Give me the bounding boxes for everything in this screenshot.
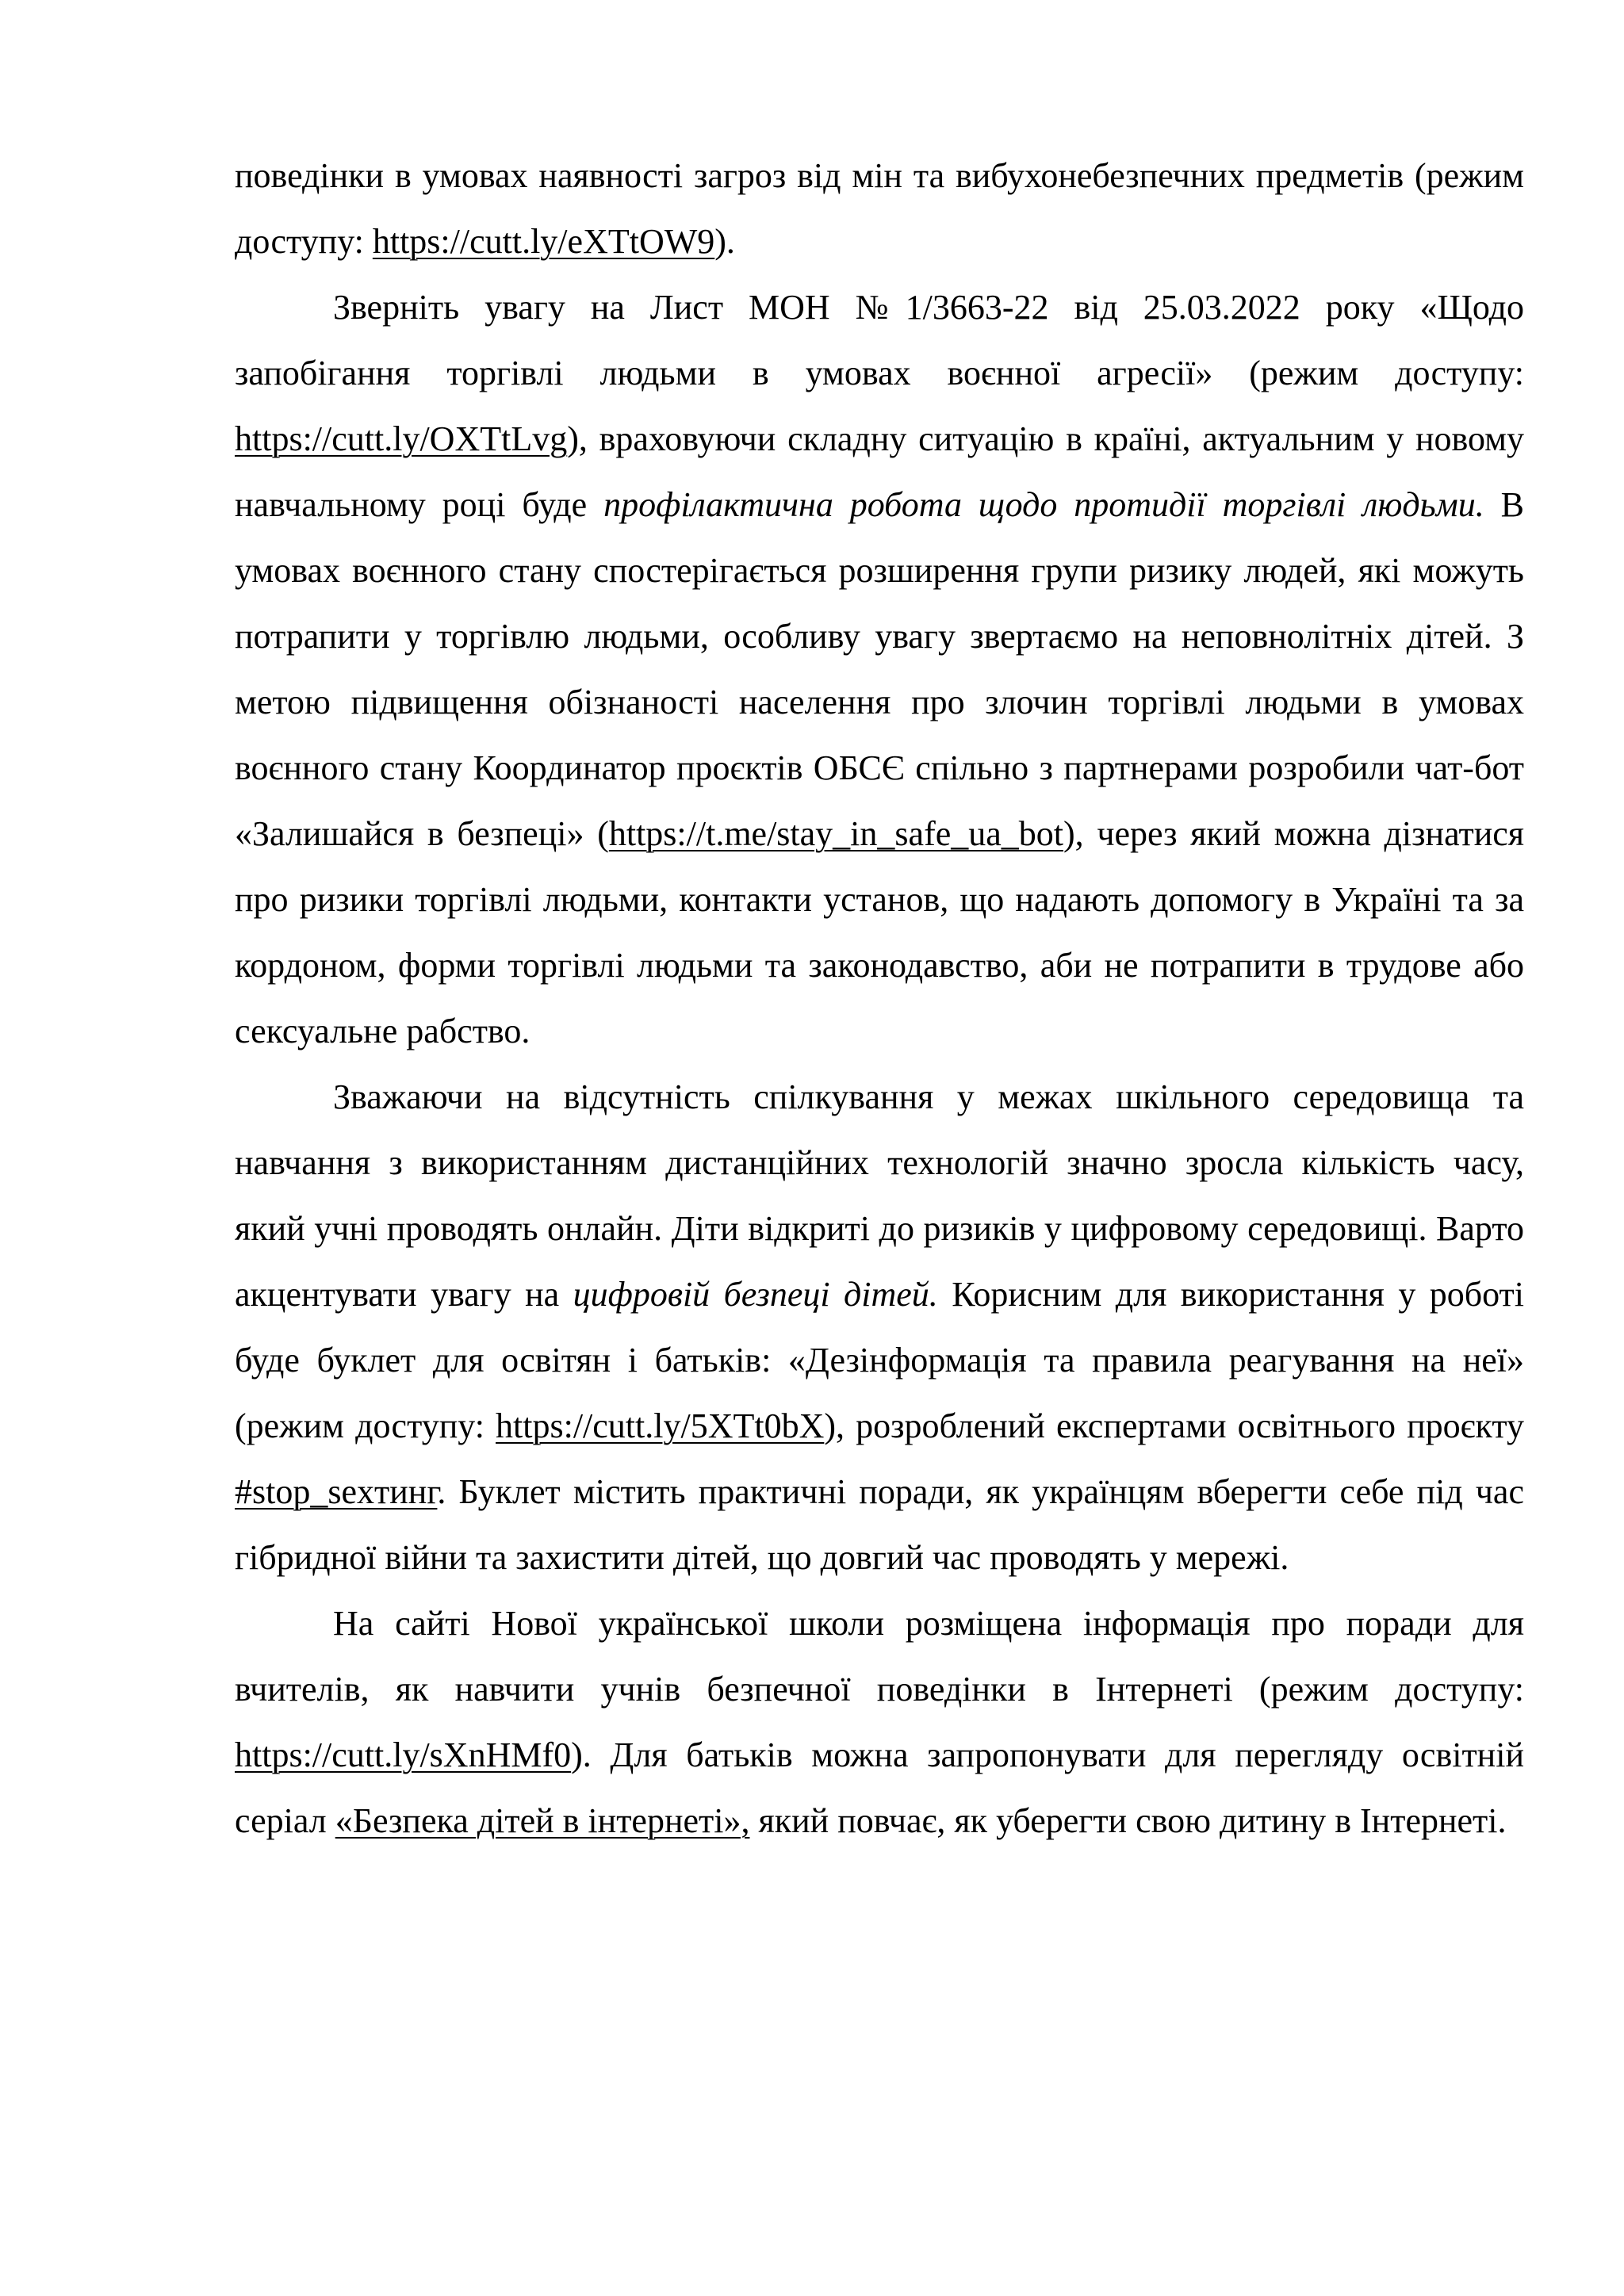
emphasis-trafficking-prevention: профілактична робота щодо протидії торгівлі людьми. <box>603 485 1484 524</box>
paragraph-digital-safety <box>235 1064 1524 1590</box>
paragraph-text: На сайті Нової української школи розміщена інформація про поради для вчителів, як навчити учнів безпечної поведінки в Інтернеті (режим доступу: <box>235 1604 1524 1709</box>
link-stop-sexting[interactable]: #stop_sexтинг <box>235 1472 438 1511</box>
link-internet-safety-series[interactable]: «Безпека дітей в інтернеті», <box>335 1801 750 1840</box>
paragraph-text: ). <box>714 222 735 261</box>
link-nus-tips[interactable]: https://cutt.ly/sXnHMf0 <box>235 1735 572 1774</box>
paragraph-text: Корисним для використання у роботі буде буклет для освітян і батьків: «Дезінформація та правила реагування на неї» (режим доступу: <box>235 1275 1524 1445</box>
paragraph-human-trafficking <box>235 274 1524 1064</box>
document-body <box>235 143 1524 1854</box>
paragraph-text: Зверніть увагу на Лист МОН №1/3663-22 від 25.03.2022 року «Щодо запобігання торгівлі людьми в умовах воєнної агресії» (режим доступу: <box>235 288 1524 392</box>
paragraph-text: . Буклет містить практичні поради, як українцям вберегти себе під час гібридної війни та захистити дітей, що довгий час проводять у мережі. <box>235 1472 1524 1577</box>
paragraph-mine-safety <box>235 143 1524 274</box>
paragraph-text: В умовах воєнного стану спостерігається розширення групи ризику людей, які можуть потрапити у торгівлю людьми, особливу увагу звертаємо на неповнолітніх дітей. З метою підвищення обізнаності населення про злочин торгівлі людьми в умовах воєнного стану Координатор проєктів ОБСЄ спільно з партнерами розробили чат-бот «Залишайся в безпеці» ( <box>235 485 1524 853</box>
paragraph-text: Зважаючи на відсутність спілкування у межах шкільного середовища та навчання з використанням дистанційних технологій значно зросла кількість часу, який учні проводять онлайн. Діти відкриті до ризиків у цифровому середовищі. Варто акцентувати увагу на <box>235 1077 1524 1314</box>
paragraph-text: ), через який можна дізнатися про ризики торгівлі людьми, контакти установ, що надають допомогу в Україні та за кордоном, форми торгівлі людьми та законодавство, аби не потрапити в трудове або сексуальне рабство. <box>235 814 1525 1050</box>
paragraph-text: ), розроблений експертами освітнього проєкту <box>824 1406 1524 1445</box>
emphasis-digital-safety: цифровій безпеці дітей. <box>573 1275 938 1314</box>
paragraph-text: ). Для батьків можна запропонувати для перегляду освітній серіал <box>235 1735 1524 1840</box>
paragraph-nus-internet-safety <box>235 1590 1524 1854</box>
paragraph-text: поведінки в умовах наявності загроз від мін та вибухонебезпечних предметів (режим доступу: <box>235 156 1524 261</box>
paragraph-text: який повчає, як уберегти свою дитину в Інтернеті. <box>749 1801 1507 1840</box>
link-mon-letter[interactable]: https://cutt.ly/OXTtLvg <box>235 419 568 458</box>
link-telegram-bot[interactable]: https://t.me/stay_in_safe_ua_bot <box>608 814 1063 853</box>
link-mine-safety[interactable]: https://cutt.ly/eXTtOW9 <box>372 222 715 261</box>
paragraph-text: ), враховуючи складну ситуацію в країні, актуальним у новому навчальному році буде <box>235 419 1524 524</box>
link-disinformation-booklet[interactable]: https://cutt.ly/5XTt0bX <box>496 1406 825 1445</box>
